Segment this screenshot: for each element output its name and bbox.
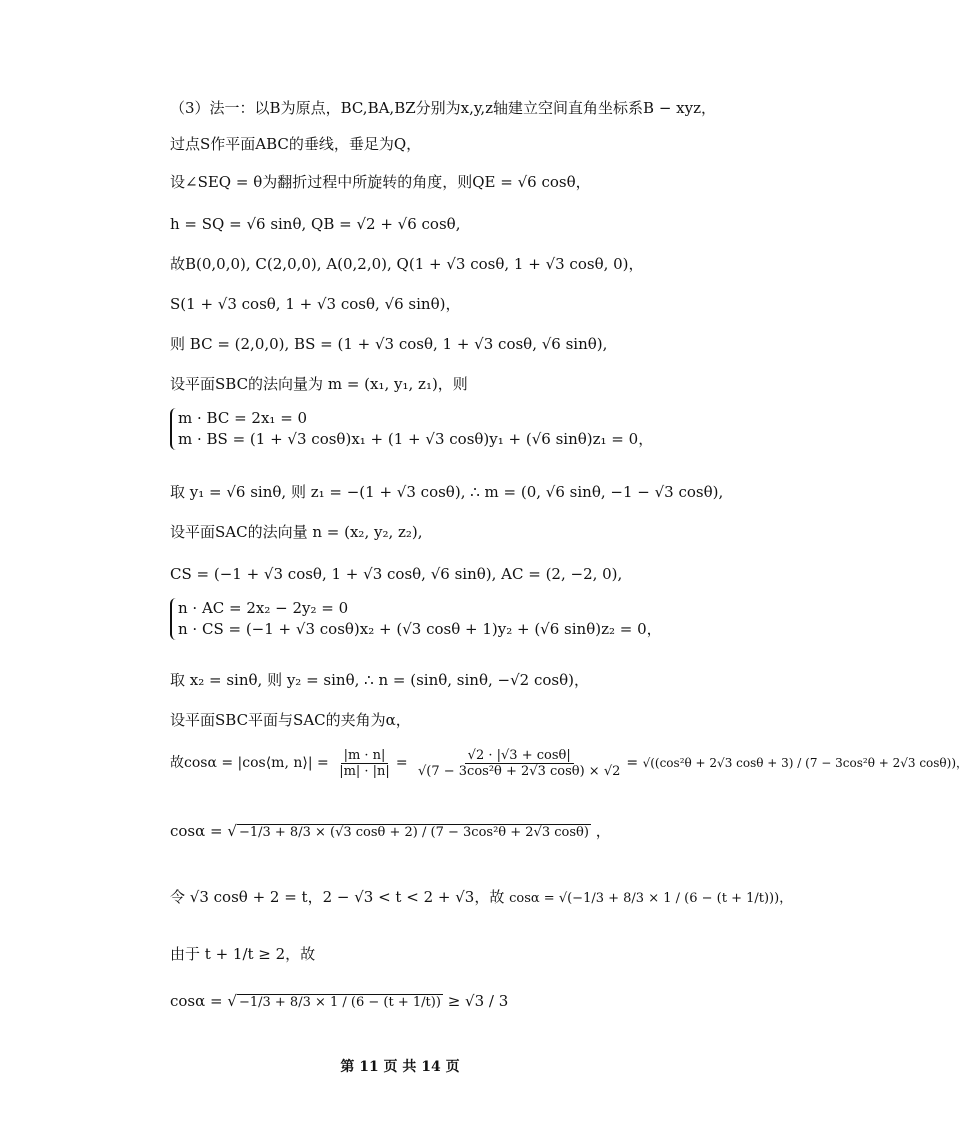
equation-n-ac: n · AC = 2x₂ − 2y₂ = 0 <box>178 599 349 617</box>
inequality-statement: 由于 t + 1/t ≥ 2，故 <box>170 945 316 963</box>
angle-definition: 设∠SEQ = θ为翻折过程中所旋转的角度，则QE = √6 cosθ， <box>170 173 591 191</box>
radicand-expression: −1/3 + 8/3 × (√3 cosθ + 2) / (7 − 3cos²θ + 2√3 cosθ) <box>238 825 589 840</box>
cos-alpha-simplified: √((cos²θ + 2√3 cosθ + 3) / (7 − 3cos²θ + 2√3 cosθ))， <box>642 756 968 770</box>
perpendicular-statement: 过点S作平面ABC的垂线，垂足为Q， <box>170 135 422 153</box>
fraction-numerator: √2 · |√3 + cosθ| <box>465 748 574 764</box>
dihedral-angle-definition: 设平面SBC平面与SAC的夹角为α， <box>170 711 411 729</box>
normal-vector-n-result: 取 x₂ = sinθ, 则 y₂ = sinθ, ∴ n = (sinθ, sinθ, −√2 cosθ)， <box>170 671 589 689</box>
equation-n-cs: n · CS = (−1 + √3 cosθ)x₂ + (√3 cosθ + 1)y₂ + (√6 sinθ)z₂ = 0， <box>178 620 662 638</box>
normal-vector-m-result: 取 y₁ = √6 sinθ, 则 z₁ = −(1 + √3 cosθ), ∴ m = (0, √6 sinθ, −1 − √3 cosθ), <box>170 483 724 501</box>
height-expression: h = SQ = √6 sinθ, QB = √2 + √6 cosθ, <box>170 215 461 233</box>
cos-alpha-rewrite: cosα = √ −1/3 + 8/3 × (√3 cosθ + 2) / (7 − 3cos²θ + 2√3 cosθ) ， <box>170 822 611 840</box>
normal-vector-n-intro: 设平面SAC的法向量 n = (x₂, y₂, z₂), <box>170 523 423 541</box>
vector-bc-bs: 则 BC = (2,0,0), BS = (1 + √3 cosθ, 1 + √3 cosθ, √6 sinθ), <box>170 335 608 353</box>
fraction-numerator: |m · n| <box>341 748 389 764</box>
punctuation: ， <box>595 822 611 840</box>
substitution-text: 令 √3 cosθ + 2 = t，2 − √3 < t < 2 + √3，故 <box>170 888 505 906</box>
bound-value: ≥ √3 / 3 <box>447 992 509 1010</box>
cos-alpha-label: cosα = <box>170 822 223 840</box>
radicand-expression: −1/3 + 8/3 × 1 / (6 − (t + 1/t)) <box>238 995 441 1010</box>
point-s-coordinates: S(1 + √3 cosθ, 1 + √3 cosθ, √6 sinθ)， <box>170 295 461 313</box>
fraction-denominator: √(7 − 3cos²θ + 2√3 cosθ) × √2 <box>418 763 621 779</box>
system-equations-m <box>170 408 738 450</box>
method-intro: （3）法一：以B为原点，BC,BA,BZ分别为x,y,z轴建立空间直角坐标系B − xyz， <box>170 99 716 117</box>
equation-m-bc: m · BC = 2x₁ = 0 <box>178 409 308 427</box>
cos-alpha-label: cosα = <box>170 992 223 1010</box>
system-equations-n <box>170 598 738 640</box>
substitution-expression: cosα = √(−1/3 + 8/3 × 1 / (6 − (t + 1/t)))， <box>509 891 793 906</box>
cos-alpha-lead: 故cosα = |cos⟨m, n⟩| = <box>170 755 329 771</box>
fraction-dot-over-norms <box>336 748 393 779</box>
equation-m-bs: m · BS = (1 + √3 cosθ)x₁ + (1 + √3 cosθ)y₁ + (√6 sinθ)z₁ = 0， <box>178 430 654 448</box>
substitution-line <box>170 880 793 916</box>
point-coordinates: 故B(0,0,0), C(2,0,0), A(0,2,0), Q(1 + √3 cosθ, 1 + √3 cosθ, 0)， <box>170 255 644 273</box>
final-bound: cosα = √ −1/3 + 8/3 × 1 / (6 − (t + 1/t)) ≥ √3 / 3 <box>170 992 509 1010</box>
page-footer: 第 11 页 共 14 页 <box>340 1059 460 1075</box>
cos-alpha-derivation: 故cosα = |cos⟨m, n⟩| = $\frac{|m \cdot n|}{|m| \cdot |n|}$ = $\frac{√2 \cdot |√3 + \cos\theta|}{\text{√(7 − 3cos²θ + 2√3 cosθ) × √2}}$ = √((cos²θ + 2√3 cosθ + 3) / (7 − 3cos²θ + 2√3 cosθ))， <box>170 747 968 779</box>
vector-cs-ac: CS = (−1 + √3 cosθ, 1 + √3 cosθ, √6 sinθ), AC = (2, −2, 0), <box>170 565 623 583</box>
fraction-denominator: |m| · |n| <box>339 763 390 779</box>
fraction-expanded <box>415 748 623 779</box>
normal-vector-m-intro: 设平面SBC的法向量为 m = (x₁, y₁, z₁)，则 <box>170 375 468 393</box>
